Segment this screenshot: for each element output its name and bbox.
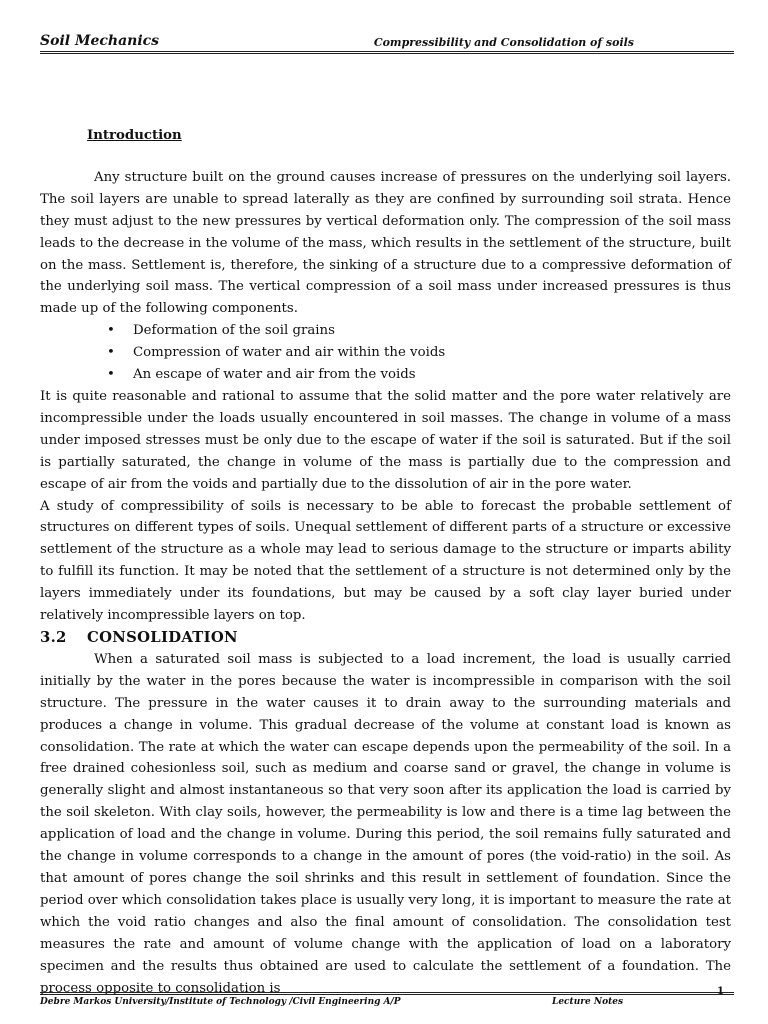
header-course-title: Soil Mechanics	[40, 33, 160, 49]
compressibility-study-paragraph: A study of compressibility of soils is necessary to be able to forecast the probable settlement of structures on different types of soils. Unequal settlement of different parts of a structure or excessive settlement of the structure as a whole may lead to serious damage to the structure or imparts ability to fulfill its function. It may be noted that the settlement of a structure is not determined only by the layers immediately under its foundations, but may be caused by a soft clay layer buried under relatively incompressible layers on top.	[40, 498, 731, 624]
footer-institution: Debre Markos University/Institute of Technology /Civil Engineering A/P	[40, 997, 401, 1007]
list-item: • Deformation of the soil grains	[131, 320, 731, 342]
document-body	[40, 125, 731, 999]
consolidation-heading	[40, 627, 731, 649]
page-number: 1	[717, 986, 724, 997]
footer-doc-type: Lecture Notes	[552, 997, 624, 1007]
consolidation-paragraph: When a saturated soil mass is subjected to a load increment, the load is usually carried initially by the water in the pores because the water is incompressible in comparison with the soil structure. The pressure in the water causes it to drain away to the surrounding materials and produces a change in volume. This gradual decrease of the volume at constant load is known as consolidation. The rate at which the water can escape depends upon the permeability of the soil. In a free drained cohesionless soil, such as medium and coarse sand or gravel, the change in volume is generally slight and almost instantaneous so that very soon after its application the load is carried by the soil skeleton. With clay soils, however, the permeability is low and there is a time lag between the application of load and the change in volume. During this period, the soil remains fully saturated and the change in volume corresponds to a change in the amount of pores (the void-ratio) in the soil. As that amount of pores change the soil shrinks and this result in settlement of foundation. Since the period over which consolidation takes place is usually very long, it is important to measure the rate at which the void ratio changes and also the final amount of consolidation. The consolidation test measures the rate and amount of volume change with the application of load on a laboratory specimen and the results thus obtained are used to calculate the settlement of a foundation. The process opposite to consolidation is	[40, 651, 731, 996]
introduction-heading: Introduction	[87, 128, 182, 143]
section-title: CONSOLIDATION	[87, 628, 238, 646]
list-item: • An escape of water and air from the voids	[131, 364, 731, 386]
footer-divider	[40, 992, 734, 995]
section-number: 3.2	[40, 628, 67, 646]
header-divider	[40, 51, 734, 54]
intro-paragraph: Any structure built on the ground causes increase of pressures on the underlying soil layers. The soil layers are unable to spread laterally as they are confined by surrounding soil strata. Hence they must adjust to the new pressures by vertical deformation only. The compression of the soil mass leads to the decrease in the volume of the mass, which results in the settlement of the structure, built on the mass. Settlement is, therefore, the sinking of a structure due to a compressive deformation of the underlying soil mass. The vertical compression of a soil mass under increased pressures is thus made up of the following components.	[40, 169, 731, 317]
incompressibility-paragraph: It is quite reasonable and rational to assume that the solid matter and the pore water relatively are incompressible under the loads usually encountered in soil masses. The change in volume of a mass under imposed stresses must be only due to the escape of water if the soil is saturated. But if the soil is partially saturated, the change in volume of the mass is partially due to the compression and escape of air from the voids and partially due to the dissolution of air in the pore water.	[40, 388, 731, 492]
header-chapter-title: Compressibility and Consolidation of soils	[373, 36, 634, 49]
page-header	[40, 33, 734, 53]
components-list	[40, 320, 731, 386]
list-item: • Compression of water and air within the voids	[131, 342, 731, 364]
